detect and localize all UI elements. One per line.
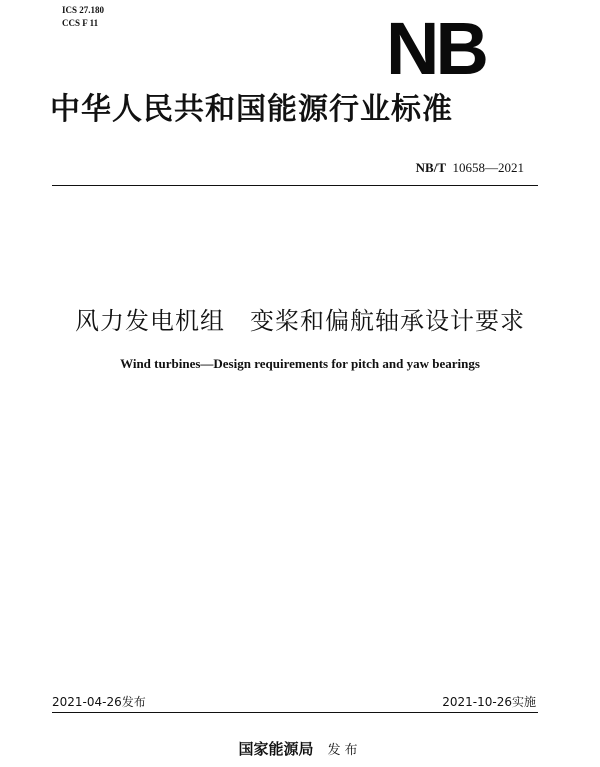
ccs-code: CCS F 11 xyxy=(62,18,99,28)
standard-category-title: 中华人民共和国能源行业标准 xyxy=(50,92,453,127)
publisher xyxy=(0,738,600,759)
standard-prefix: NB/T xyxy=(415,160,446,175)
ics-code: ICS 27.180 xyxy=(62,5,105,15)
effective-date: 2021-10-26实施 xyxy=(442,695,536,709)
top-divider xyxy=(52,185,538,186)
publisher-action: 发布 xyxy=(327,743,362,758)
bottom-divider xyxy=(52,712,538,713)
publisher-name: 国家能源局 xyxy=(238,740,314,758)
standard-code: 10658—2021 xyxy=(452,160,524,175)
standard-number xyxy=(416,160,524,176)
issue-date: 2021-04-26发布 xyxy=(52,695,146,709)
document-title-cn: 风力发电机组 变桨和偏航轴承设计要求 xyxy=(75,307,525,335)
document-title-en: Wind turbines—Design requirements for pitch and yaw bearings xyxy=(120,356,480,371)
nb-logo: NB xyxy=(386,7,485,90)
classification-codes xyxy=(62,4,104,30)
